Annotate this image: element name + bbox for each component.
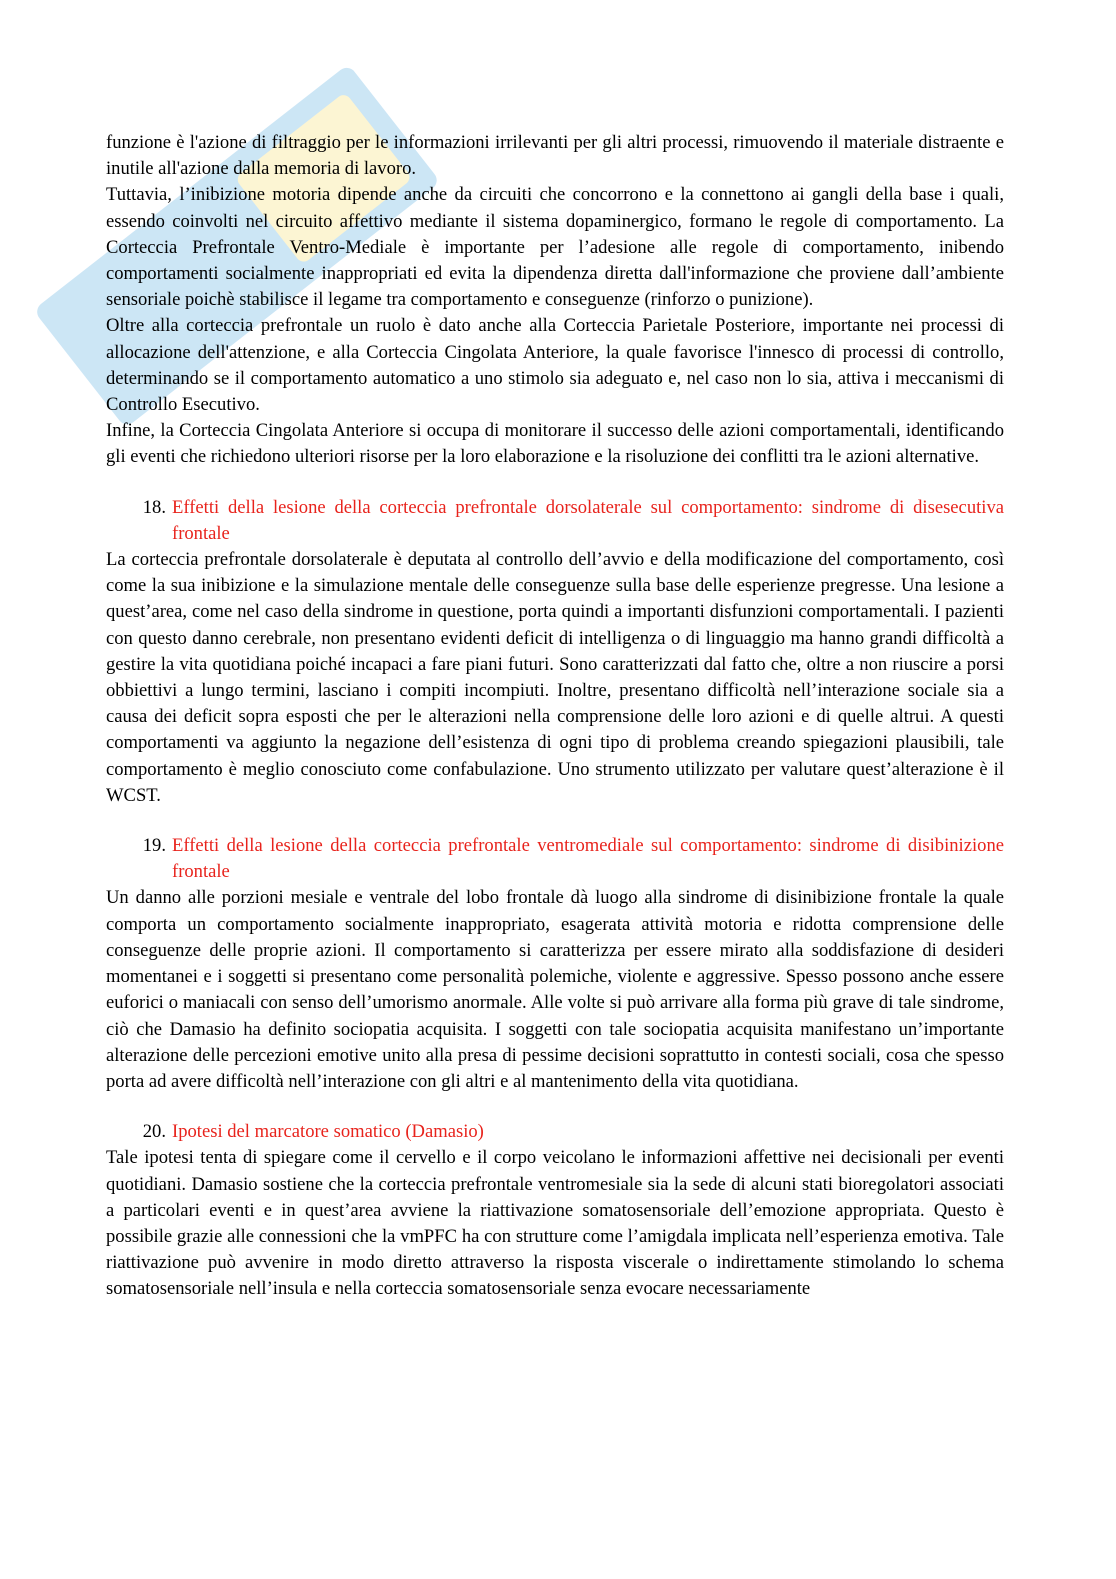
section-number: 19. [142,835,166,857]
document-body [106,130,1004,1303]
paragraph: Tuttavia, l’inibizione motoria dipende anche da circuiti che concorrono e la connettono ai gangli della base i quali, essendo coinvolti nel circuito affettivo mediante il sistema dopaminergico, formano le regole di comportamento. La Corteccia Prefrontale Ventro-Mediale è importante per l’adesione alle regole di comportamento, inibendo comportamenti socialmente inappropriati ed evita la dipendenza diretta dall'informazione che proviene dall’ambiente sensoriale poichè stabilisce il legame tra comportamento e conseguenze (rinforzo o punizione). [106,184,1004,311]
section-number: 20. [142,1121,166,1143]
section-number: 18. [142,496,166,518]
paragraph: Oltre alla corteccia prefrontale un ruolo è dato anche alla Corteccia Parietale Posteriore, importante nei processi di allocazione dell'attenzione, e alla Corteccia Cingolata Anteriore, la quale favorisce l'innesco di processi di controllo, determinando se il comportamento automatico a uno stimolo sia adeguato e, nel caso non lo sia, attiva i meccanismi di Controllo Esecutivo. [106,315,1004,416]
section-body: Tale ipotesi tenta di spiegare come il cervello e il corpo veicolano le informazioni affettive nei decisionali per eventi quotidiani. Damasio sostiene che la corteccia prefrontale ventromesiale sia la sede di alcuni stati bioregolatori associati a particolari eventi e in quest’area avviene la riattivazione somatosensoriale dell’emozione appropriata. Questo è possibile grazie alle connessioni che la vmPFC ha con strutture come l’amigdala implicata nell’esperienza emotiva. Tale riattivazione può avvenire in modo diretto attraverso la risposta viscerale o indirettamente stimolando lo schema somatosensoriale nell’insula e nella corteccia somatosensoriale senza evocare necessariamente [106,1147,1004,1300]
section-heading-18 [106,495,1004,547]
section-body: La corteccia prefrontale dorsolaterale è deputata al controllo dell’avvio e della modificazione del comportamento, così come la sua inibizione e la simulazione mentale delle conseguenze sulla base delle esperienze pregresse. Una lesione a quest’area, come nel caso della sindrome in questione, porta quindi a importanti disfunzioni comportamentali. I pazienti con questo danno cerebrale, non presentano evidenti deficit di intelligenza o di linguaggio ma hanno grandi difficoltà a gestire la vita quotidiana poiché incapaci a fare piani futuri. Sono caratterizzati dal fatto che, oltre a non riuscire a porsi obbiettivi a lungo termini, lasciano i compiti incompiuti. Inoltre, presentano difficoltà nell’interazione sociale sia a causa dei deficit sopra esposti che per le alterazioni nella comprensione delle loro azioni e di quelle altrui. A questi comportamenti va aggiunto la negazione dell’esistenza di ogni tipo di problema creando spiegazioni plausibili, tale comportamento è meglio conosciuto come confabulazione. Uno strumento utilizzato per valutare quest’alterazione è il WCST. [106,549,1004,806]
section-title: Effetti della lesione della corteccia prefrontale dorsolaterale sul comportamento: sindrome di disesecutiva frontale [172,496,1004,544]
section-title: Ipotesi del marcatore somatico (Damasio) [172,1121,484,1143]
section-heading-20 [106,1119,1004,1145]
section-body: Un danno alle porzioni mesiale e ventrale del lobo frontale dà luogo alla sindrome di disinibizione frontale la quale comporta un comportamento socialmente inappropriato, esagerata attività motoria e ridotta comprensione delle conseguenze delle proprie azioni. Il comportamento si caratterizza per essere mirato alla soddisfazione di desideri momentanei e i soggetti si presentano come personalità polemiche, violente e aggressive. Spesso possono anche essere euforici o maniacali con senso dell’umorismo anormale. Alle volte si può arrivare alla forma più grave di tale sindrome, ciò che Damasio ha definito sociopatia acquisita. I soggetti con tale sociopatia acquisita manifestano un’importante alterazione delle percezioni emotive unito alla presa di pessime decisioni soprattutto in contesti sociali, cosa che spesso porta ad avere difficoltà nell’interazione con gli altri e al mantenimento della vita quotidiana. [106,887,1004,1092]
paragraph: funzione è l'azione di filtraggio per le informazioni irrilevanti per gli altri processi, rimuovendo il materiale distraente e inutile all'azione dalla memoria di lavoro. [106,132,1004,180]
section-heading-19 [106,833,1004,885]
section-title: Effetti della lesione della corteccia prefrontale ventromediale sul comportamento: sindrome di disibinizione frontale [172,835,1004,883]
paragraph: Infine, la Corteccia Cingolata Anteriore si occupa di monitorare il successo delle azioni comportamentali, identificando gli eventi che richiedono ulteriori risorse per la loro elaborazione e la risoluzione dei conflitti tra le azioni alternative. [106,420,1004,468]
